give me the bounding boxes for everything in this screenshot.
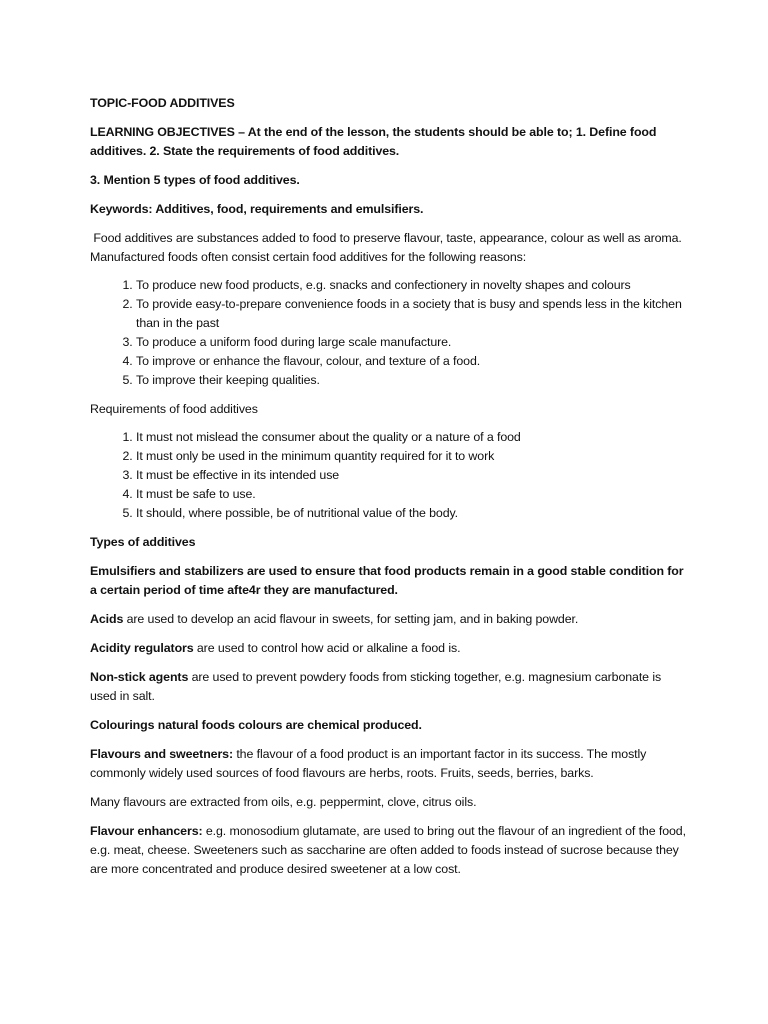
nonstick-text: are used to prevent powdery foods from sticking together, e.g. magnesium carbonate is used in salt.	[90, 670, 662, 703]
reasons-list	[90, 276, 690, 390]
emulsifiers-paragraph: Emulsifiers and stabilizers are used to ensure that food products remain in a good stable condition for a certain period of time afte4r they are manufactured.	[90, 564, 684, 597]
learning-objectives: LEARNING OBJECTIVES – At the end of the lesson, the students should be able to; 1. Define food additives. 2. State the requirements of food additives.	[90, 125, 657, 158]
acidity-term: Acidity regulators	[90, 641, 194, 655]
objective-three: 3. Mention 5 types of food additives.	[90, 173, 300, 187]
page-title: TOPIC-FOOD ADDITIVES	[90, 96, 235, 110]
colourings-term: Colourings	[90, 718, 155, 732]
list-item: 3. To produce a uniform food during large scale manufacture.	[136, 333, 690, 352]
many-flavours-paragraph: Many flavours are extracted from oils, e.g. peppermint, clove, citrus oils.	[90, 795, 477, 809]
colourings-text: natural foods colours are chemical produced.	[154, 718, 422, 732]
acidity-text: are used to control how acid or alkaline a food is.	[193, 641, 461, 655]
list-item: 1. It must not mislead the consumer about the quality or a nature of a food	[136, 428, 690, 447]
list-item: 1. To produce new food products, e.g. snacks and confectionery in novelty shapes and colours	[136, 276, 690, 295]
types-heading: Types of additives	[90, 535, 196, 549]
flavours-text: the flavour of a food product is an important factor in its success. The mostly commonly widely used sources of food flavours are herbs, roots. Fruits, seeds, berries, barks.	[90, 747, 647, 780]
list-item: 2. It must only be used in the minimum quantity required for it to work	[136, 447, 690, 466]
keywords: Keywords: Additives, food, requirements and emulsifiers.	[90, 202, 424, 216]
list-item: 4. To improve or enhance the flavour, colour, and texture of a food.	[136, 352, 690, 371]
enhancers-paragraph	[90, 822, 690, 879]
acids-term: Acids	[90, 612, 124, 626]
document-page	[90, 94, 690, 889]
acids-paragraph	[90, 610, 690, 629]
list-item: 3. It must be effective in its intended use	[136, 466, 690, 485]
enhancers-text: e.g. monosodium glutamate, are used to bring out the flavour of an ingredient of the food, e.g. meat, cheese. Sweeteners such as saccharine are often added to foods instead of sucrose because they are more concentrated and produce desired sweetener at a low cost.	[90, 824, 686, 876]
acidity-paragraph	[90, 639, 690, 658]
flavours-term: Flavours and sweetners:	[90, 747, 233, 761]
colourings-paragraph	[90, 716, 690, 735]
intro-paragraph: Food additives are substances added to food to preserve flavour, taste, appearance, colour as well as aroma. Manufactured foods often consist certain food additives for the following reasons:	[90, 231, 686, 264]
list-item: 5. It should, where possible, be of nutritional value of the body.	[136, 504, 690, 523]
list-item: 4. It must be safe to use.	[136, 485, 690, 504]
requirements-heading: Requirements of food additives	[90, 402, 258, 416]
nonstick-term: Non-stick agents	[90, 670, 189, 684]
list-item: 5. To improve their keeping qualities.	[136, 371, 690, 390]
nonstick-paragraph	[90, 668, 690, 706]
enhancers-term: Flavour enhancers:	[90, 824, 203, 838]
requirements-list	[90, 428, 690, 523]
acids-text: are used to develop an acid flavour in sweets, for setting jam, and in baking powder.	[123, 612, 579, 626]
flavours-paragraph	[90, 745, 690, 783]
list-item: 2. To provide easy-to-prepare convenience foods in a society that is busy and spends less in the kitchen than in the past	[136, 295, 690, 333]
